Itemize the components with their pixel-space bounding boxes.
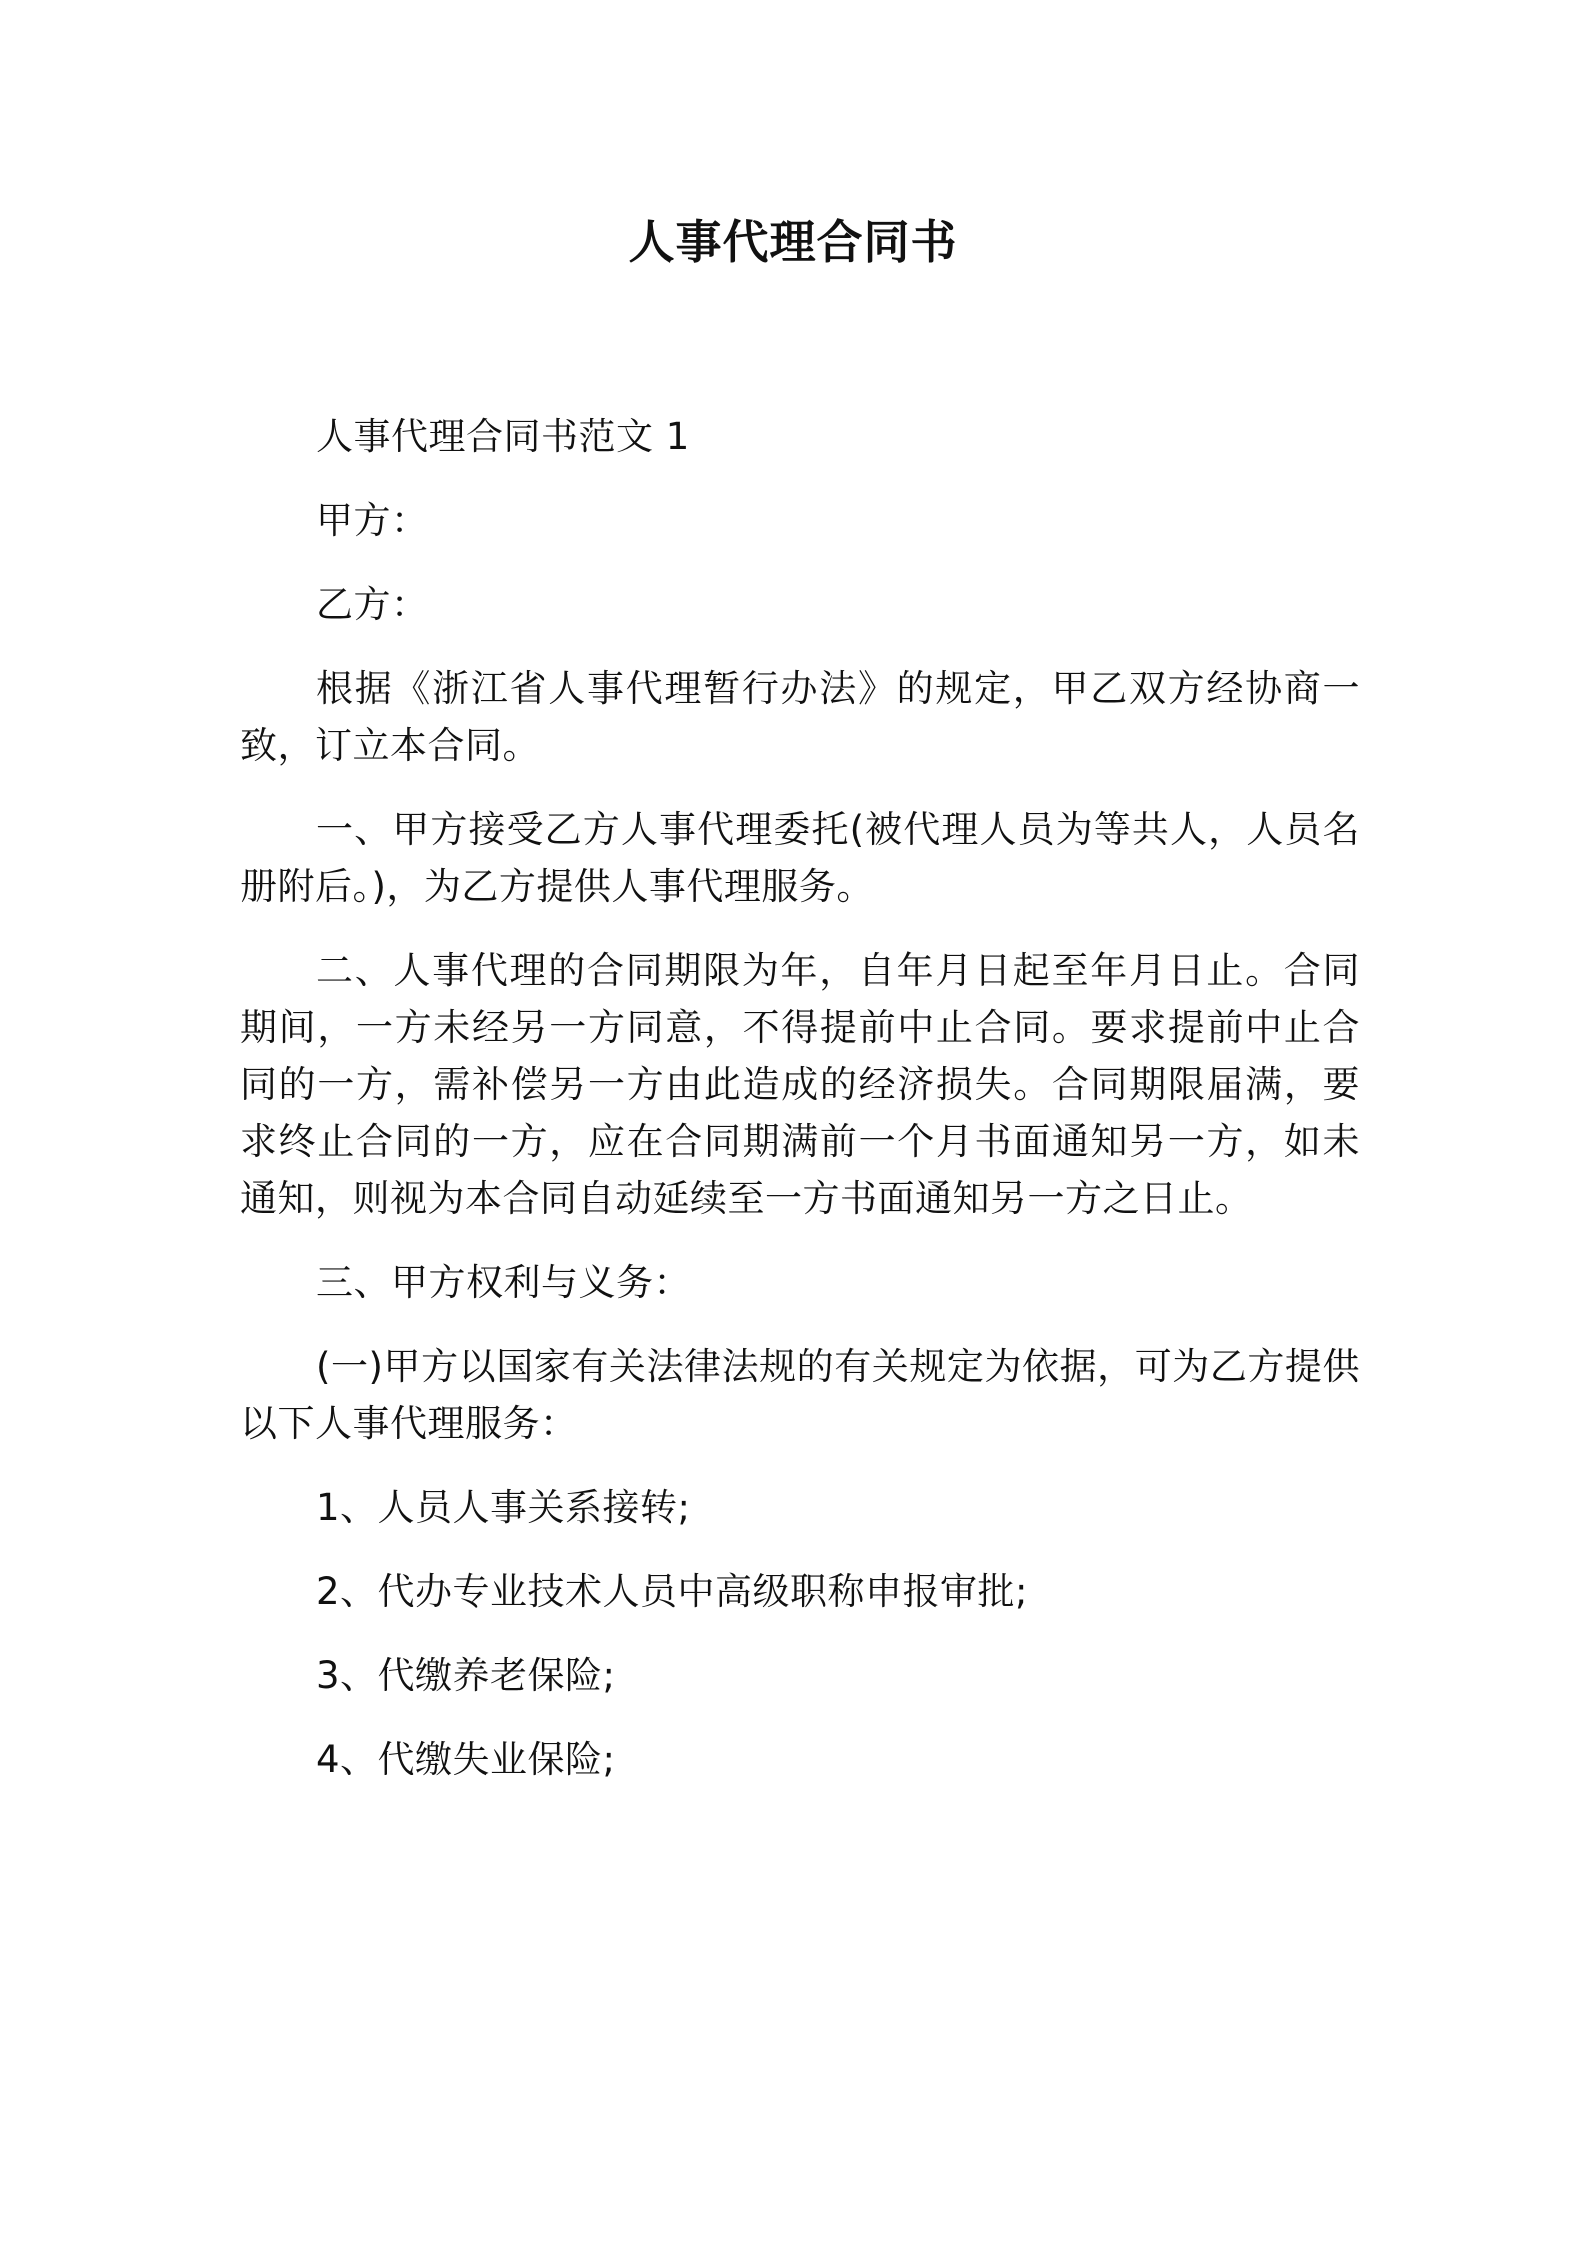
list-item-1: 1、人员人事关系接转; [316,1486,691,1529]
list-item-4: 4、代缴失业保险; [316,1738,616,1781]
list-item-3: 3、代缴养老保险; [316,1654,616,1697]
paragraph-heading-sample: 人事代理合同书范文 1 [316,415,690,458]
paragraph-clause-1: 一、甲方接受乙方人事代理委托(被代理人员为等共人，人员名册附后。)，为乙方提供人事代理服务。 [240,808,1360,908]
list-item-2: 2、代办专业技术人员中高级职称申报审批; [316,1570,1029,1613]
document-body [240,408,1360,1815]
paragraph-party-b: 乙方： [316,583,429,626]
paragraph-clause-3-heading: 三、甲方权利与义务： [316,1261,691,1304]
paragraph-clause-2: 二、人事代理的合同期限为年，自年月日起至年月日止。合同期间，一方未经另一方同意，不得提前中止合同。要求提前中止合同的一方，需补偿另一方由此造成的经济损失。合同期限届满，要求终止合同的一方，应在合同期满前一个月书面通知另一方，如未通知，则视为本合同自动延续至一方书面通知另一方之日止。 [240,949,1360,1220]
document-title: 人事代理合同书 [628,215,958,269]
paragraph-clause-3-1: (一)甲方以国家有关法律法规的有关规定为依据，可为乙方提供以下人事代理服务： [240,1345,1360,1445]
paragraph-party-a: 甲方： [316,499,429,542]
paragraph-preamble: 根据《浙江省人事代理暂行办法》的规定，甲乙双方经协商一致，订立本合同。 [240,667,1360,767]
